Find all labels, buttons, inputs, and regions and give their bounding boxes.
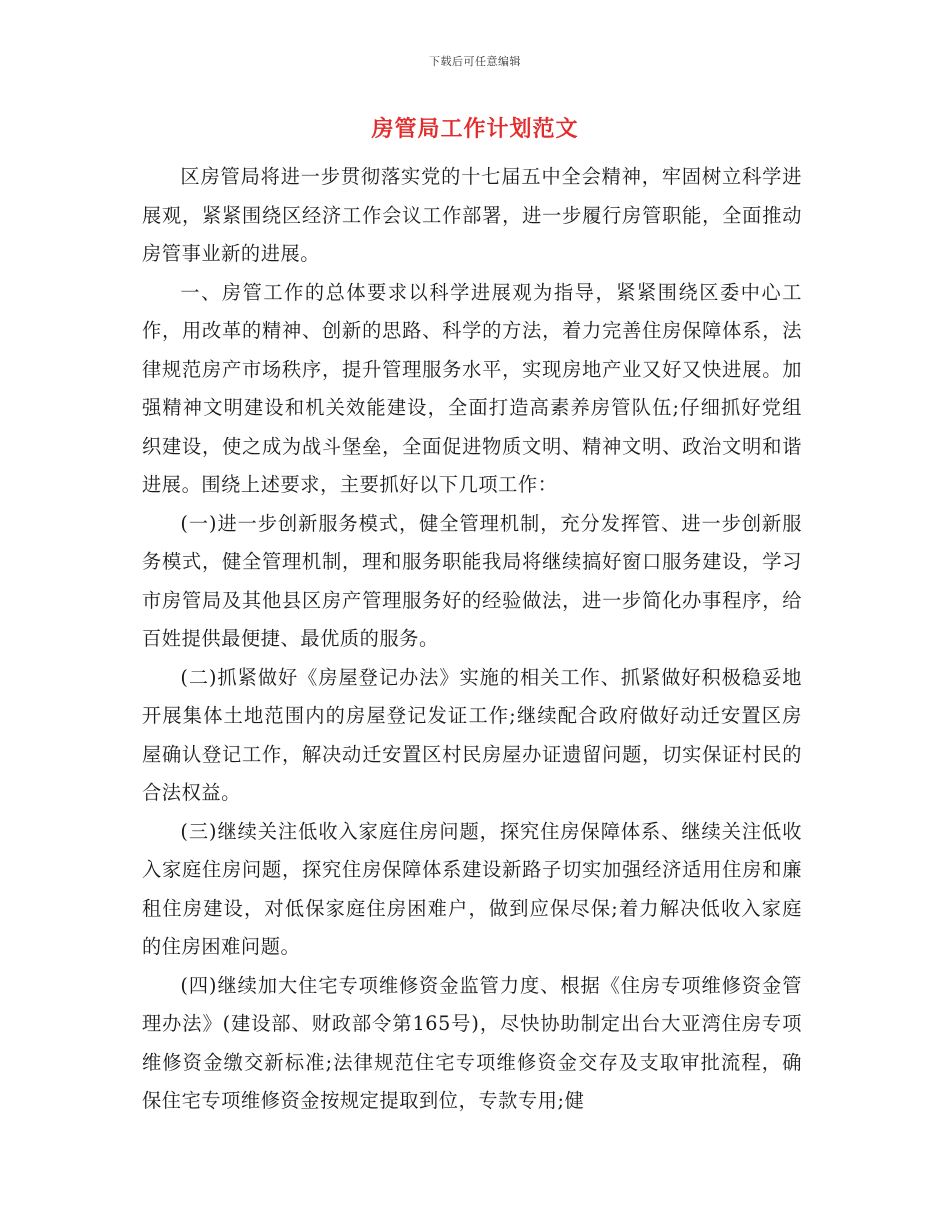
page-header-note: 下载后可任意编辑: [429, 55, 521, 68]
paragraph-item-2: (二)抓紧做好《房屋登记办法》实施的相关工作、抓紧做好积极稳妥地开展集体土地范围内的房屋登记发证工作;继续配合政府做好动迁安置区房屋确认登记工作，解决动迁安置区村民房屋办证遗留问题，切实保证村民的合法权益。: [142, 665, 802, 804]
paragraph-item-3: (三)继续关注低收入家庭住房问题，探究住房保障体系、继续关注低收入家庭住房问题，探究住房保障体系建设新路子切实加强经济适用住房和廉租住房建设，对低保家庭住房困难户，做到应保尽保;着力解决低收入家庭的住房困难问题。: [142, 819, 802, 958]
paragraph-item-1: (一)进一步创新服务模式，健全管理机制，充分发挥管、进一步创新服务模式，健全管理机制，理和服务职能我局将继续搞好窗口服务建设，学习市房管局及其他县区房产管理服务好的经验做法，进一步简化办事程序，给百姓提供最便捷、最优质的服务。: [142, 511, 802, 650]
document-body: [142, 158, 802, 1121]
paragraph-item-4: (四)继续加大住宅专项维修资金监管力度、根据《住房专项维修资金管理办法》(建设部、财政部令第165号)，尽快协助制定出台大亚湾住房专项维修资金缴交新标准;法律规范住宅专项维修资金交存及支取审批流程，确保住宅专项维修资金按规定提取到位，专款专用;健: [142, 973, 802, 1112]
paragraph-intro: 区房管局将进一步贯彻落实党的十七届五中全会精神，牢固树立科学进展观，紧紧围绕区经济工作会议工作部署，进一步履行房管职能，全面推动房管事业新的进展。: [142, 165, 802, 265]
paragraph-section-1: 一、房管工作的总体要求以科学进展观为指导，紧紧围绕区委中心工作，用改革的精神、创新的思路、科学的方法，着力完善住房保障体系，法律规范房产市场秩序，提升管理服务水平，实现房地产业又好又快进展。加强精神文明建设和机关效能建设，全面打造高素养房管队伍;仔细抓好党组织建设，使之成为战斗堡垒，全面促进物质文明、精神文明、政治文明和谐进展。围绕上述要求，主要抓好以下几项工作：: [142, 280, 802, 496]
document-title: 房管局工作计划范文: [371, 117, 579, 142]
